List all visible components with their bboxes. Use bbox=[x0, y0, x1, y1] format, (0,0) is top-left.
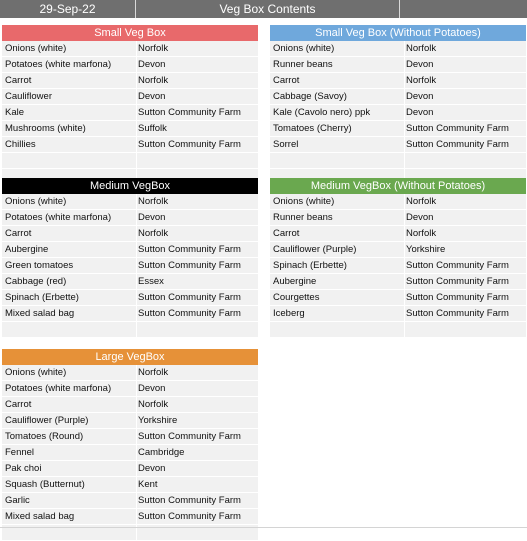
cell-divider bbox=[404, 121, 405, 137]
source-cell[interactable]: Devon bbox=[138, 463, 166, 474]
item-cell[interactable]: Pak choi bbox=[5, 463, 42, 474]
item-cell[interactable]: Mixed salad bag bbox=[5, 511, 75, 522]
table-row bbox=[2, 89, 258, 105]
table-row bbox=[2, 274, 258, 290]
table-row bbox=[2, 290, 258, 306]
item-cell[interactable]: Kale (Cavolo nero) ppk bbox=[273, 107, 371, 118]
table-row bbox=[270, 57, 526, 73]
header-bar bbox=[0, 0, 527, 18]
source-cell[interactable]: Norfolk bbox=[406, 228, 437, 239]
cell-divider bbox=[136, 413, 137, 429]
table-row bbox=[270, 274, 526, 290]
box-title[interactable]: Large VegBox bbox=[2, 349, 258, 365]
medium-veg-box-without-potatoes bbox=[270, 178, 526, 338]
cell-divider bbox=[404, 57, 405, 73]
table-row bbox=[270, 210, 526, 226]
table-row bbox=[2, 461, 258, 477]
cell-divider bbox=[136, 210, 137, 226]
cell-divider bbox=[136, 397, 137, 413]
table-row bbox=[2, 413, 258, 429]
item-cell[interactable]: Cauliflower (Purple) bbox=[273, 244, 357, 255]
source-cell[interactable]: Cambridge bbox=[138, 447, 185, 458]
item-cell[interactable]: Tomatoes (Round) bbox=[5, 431, 84, 442]
source-cell[interactable]: Norfolk bbox=[406, 196, 437, 207]
cell-divider bbox=[136, 89, 137, 105]
small-veg-box bbox=[2, 25, 258, 185]
item-cell[interactable]: Spinach (Erbette) bbox=[273, 260, 347, 271]
cell-divider bbox=[136, 290, 137, 306]
cell-divider bbox=[404, 89, 405, 105]
item-cell[interactable]: Kale bbox=[5, 107, 25, 118]
table-row bbox=[2, 397, 258, 413]
source-cell[interactable]: Sutton Community Farm bbox=[138, 244, 241, 255]
source-cell[interactable]: Norfolk bbox=[138, 228, 169, 239]
cell-divider bbox=[136, 477, 137, 493]
item-cell[interactable]: Aubergine bbox=[273, 276, 317, 287]
cell-divider bbox=[136, 194, 137, 210]
cell-divider bbox=[404, 105, 405, 121]
table-row bbox=[2, 105, 258, 121]
table-row bbox=[270, 258, 526, 274]
item-cell[interactable]: Cauliflower (Purple) bbox=[5, 415, 89, 426]
large-veg-box bbox=[2, 349, 258, 541]
item-cell[interactable]: Sorrel bbox=[273, 139, 299, 150]
item-cell[interactable]: Carrot bbox=[5, 75, 32, 86]
box-title[interactable]: Small Veg Box bbox=[2, 25, 258, 41]
table-row bbox=[270, 242, 526, 258]
cell-divider bbox=[136, 274, 137, 290]
source-cell[interactable]: Yorkshire bbox=[406, 244, 446, 255]
table-row bbox=[2, 137, 258, 153]
source-cell[interactable]: Devon bbox=[138, 59, 166, 70]
source-cell[interactable]: Norfolk bbox=[406, 43, 437, 54]
item-cell[interactable]: Carrot bbox=[5, 228, 32, 239]
cell-divider bbox=[136, 73, 137, 89]
table-row bbox=[2, 258, 258, 274]
table-row bbox=[2, 322, 258, 338]
item-cell[interactable]: Carrot bbox=[5, 399, 32, 410]
source-cell[interactable]: Essex bbox=[138, 276, 164, 287]
table-row bbox=[270, 322, 526, 338]
cell-divider bbox=[136, 41, 137, 57]
table-row bbox=[2, 194, 258, 210]
source-cell[interactable]: Sutton Community Farm bbox=[138, 431, 241, 442]
table-row bbox=[270, 105, 526, 121]
cell-divider bbox=[404, 242, 405, 258]
table-row bbox=[2, 445, 258, 461]
table-row bbox=[2, 57, 258, 73]
item-cell[interactable]: Runner beans bbox=[273, 59, 333, 70]
cell-divider bbox=[404, 274, 405, 290]
source-cell[interactable]: Sutton Community Farm bbox=[406, 292, 509, 303]
table-row bbox=[270, 306, 526, 322]
source-cell[interactable]: Sutton Community Farm bbox=[406, 123, 509, 134]
cell-divider bbox=[136, 445, 137, 461]
item-cell[interactable]: Potatoes (white marfona) bbox=[5, 59, 112, 70]
source-cell[interactable]: Sutton Community Farm bbox=[138, 495, 241, 506]
item-cell[interactable]: Iceberg bbox=[273, 308, 305, 319]
item-cell[interactable]: Carrot bbox=[273, 75, 300, 86]
table-row bbox=[270, 226, 526, 242]
date-cell[interactable]: 29-Sep-22 bbox=[0, 0, 136, 18]
item-cell[interactable]: Cabbage (Savoy) bbox=[273, 91, 347, 102]
item-cell[interactable]: Aubergine bbox=[5, 244, 49, 255]
source-cell[interactable]: Sutton Community Farm bbox=[138, 292, 241, 303]
cell-divider bbox=[404, 41, 405, 57]
sheet-title-cell[interactable]: Veg Box Contents bbox=[136, 0, 400, 18]
cell-divider bbox=[136, 365, 137, 381]
table-row bbox=[270, 153, 526, 169]
item-cell[interactable]: Courgettes bbox=[273, 292, 320, 303]
source-cell[interactable]: Norfolk bbox=[406, 75, 437, 86]
cell-divider bbox=[136, 461, 137, 477]
cell-divider bbox=[136, 493, 137, 509]
source-cell[interactable]: Sutton Community Farm bbox=[138, 260, 241, 271]
source-cell[interactable]: Devon bbox=[138, 212, 166, 223]
source-cell[interactable]: Sutton Community Farm bbox=[138, 139, 241, 150]
cell-divider bbox=[136, 322, 137, 338]
item-cell[interactable]: Onions (white) bbox=[5, 196, 67, 207]
cell-divider bbox=[404, 137, 405, 153]
item-cell[interactable]: Onions (white) bbox=[5, 43, 67, 54]
item-cell[interactable]: Runner beans bbox=[273, 212, 333, 223]
source-cell[interactable]: Kent bbox=[138, 479, 158, 490]
cell-divider bbox=[404, 153, 405, 169]
item-cell[interactable]: Potatoes (white marfona) bbox=[5, 383, 112, 394]
table-row bbox=[2, 242, 258, 258]
cell-divider bbox=[136, 57, 137, 73]
cell-divider bbox=[136, 306, 137, 322]
cell-divider bbox=[136, 226, 137, 242]
item-cell[interactable]: Potatoes (white marfona) bbox=[5, 212, 112, 223]
item-cell[interactable]: Tomatoes (Cherry) bbox=[273, 123, 352, 134]
cell-divider bbox=[136, 153, 137, 169]
cell-divider bbox=[136, 137, 137, 153]
table-row bbox=[2, 153, 258, 169]
table-row bbox=[2, 121, 258, 137]
source-cell[interactable]: Sutton Community Farm bbox=[138, 308, 241, 319]
source-cell[interactable]: Devon bbox=[406, 59, 434, 70]
table-row bbox=[2, 73, 258, 89]
source-cell[interactable]: Sutton Community Farm bbox=[138, 107, 241, 118]
cell-divider bbox=[404, 306, 405, 322]
item-cell[interactable]: Carrot bbox=[273, 228, 300, 239]
table-row bbox=[2, 381, 258, 397]
cell-divider bbox=[404, 226, 405, 242]
medium-veg-box bbox=[2, 178, 258, 338]
table-row bbox=[270, 194, 526, 210]
cell-divider bbox=[404, 290, 405, 306]
source-cell[interactable]: Yorkshire bbox=[138, 415, 178, 426]
item-cell[interactable]: Green tomatoes bbox=[5, 260, 74, 271]
item-cell[interactable]: Squash (Butternut) bbox=[5, 479, 85, 490]
source-cell[interactable]: Norfolk bbox=[138, 196, 169, 207]
source-cell[interactable]: Suffolk bbox=[138, 123, 167, 134]
cell-divider bbox=[136, 242, 137, 258]
item-cell[interactable]: Onions (white) bbox=[273, 196, 335, 207]
table-row bbox=[2, 429, 258, 445]
source-cell[interactable]: Devon bbox=[138, 91, 166, 102]
cell-divider bbox=[136, 509, 137, 525]
source-cell[interactable]: Norfolk bbox=[138, 43, 169, 54]
source-cell[interactable]: Devon bbox=[406, 107, 434, 118]
item-cell[interactable]: Fennel bbox=[5, 447, 35, 458]
cell-divider bbox=[136, 381, 137, 397]
cell-divider bbox=[404, 194, 405, 210]
source-cell[interactable]: Sutton Community Farm bbox=[406, 260, 509, 271]
small-veg-box-without-potatoes bbox=[270, 25, 526, 185]
source-cell[interactable]: Norfolk bbox=[138, 75, 169, 86]
source-cell[interactable]: Sutton Community Farm bbox=[406, 276, 509, 287]
source-cell[interactable]: Norfolk bbox=[138, 367, 169, 378]
item-cell[interactable]: Onions (white) bbox=[5, 367, 67, 378]
item-cell[interactable]: Spinach (Erbette) bbox=[5, 292, 79, 303]
cell-divider bbox=[404, 210, 405, 226]
box-title[interactable]: Medium VegBox (Without Potatoes) bbox=[270, 178, 526, 194]
item-cell[interactable]: Cauliflower bbox=[5, 91, 52, 102]
table-row bbox=[2, 493, 258, 509]
empty-header-cell[interactable] bbox=[400, 0, 527, 18]
cell-divider bbox=[136, 121, 137, 137]
table-row bbox=[2, 306, 258, 322]
table-row bbox=[270, 41, 526, 57]
table-row bbox=[2, 477, 258, 493]
item-cell[interactable]: Chillies bbox=[5, 139, 36, 150]
item-cell[interactable]: Mixed salad bag bbox=[5, 308, 75, 319]
box-title[interactable]: Medium VegBox bbox=[2, 178, 258, 194]
table-row bbox=[270, 137, 526, 153]
cell-divider bbox=[136, 258, 137, 274]
item-cell[interactable]: Cabbage (red) bbox=[5, 276, 67, 287]
cell-divider bbox=[404, 322, 405, 338]
table-row bbox=[2, 41, 258, 57]
source-cell[interactable]: Norfolk bbox=[138, 399, 169, 410]
source-cell[interactable]: Devon bbox=[406, 212, 434, 223]
source-cell[interactable]: Sutton Community Farm bbox=[406, 308, 509, 319]
cell-divider bbox=[404, 258, 405, 274]
table-row bbox=[270, 121, 526, 137]
item-cell[interactable]: Garlic bbox=[5, 495, 30, 506]
source-cell[interactable]: Sutton Community Farm bbox=[406, 139, 509, 150]
source-cell[interactable]: Devon bbox=[406, 91, 434, 102]
table-row bbox=[2, 226, 258, 242]
source-cell[interactable]: Devon bbox=[138, 383, 166, 394]
table-row bbox=[2, 509, 258, 525]
source-cell[interactable]: Sutton Community Farm bbox=[138, 511, 241, 522]
table-row bbox=[2, 365, 258, 381]
table-row bbox=[270, 89, 526, 105]
table-row bbox=[270, 73, 526, 89]
cell-divider bbox=[136, 429, 137, 445]
item-cell[interactable]: Mushrooms (white) bbox=[5, 123, 86, 134]
table-row bbox=[2, 210, 258, 226]
cell-divider bbox=[136, 105, 137, 121]
box-title[interactable]: Small Veg Box (Without Potatoes) bbox=[270, 25, 526, 41]
bottom-divider bbox=[0, 527, 527, 528]
table-row bbox=[270, 290, 526, 306]
cell-divider bbox=[404, 73, 405, 89]
item-cell[interactable]: Onions (white) bbox=[273, 43, 335, 54]
